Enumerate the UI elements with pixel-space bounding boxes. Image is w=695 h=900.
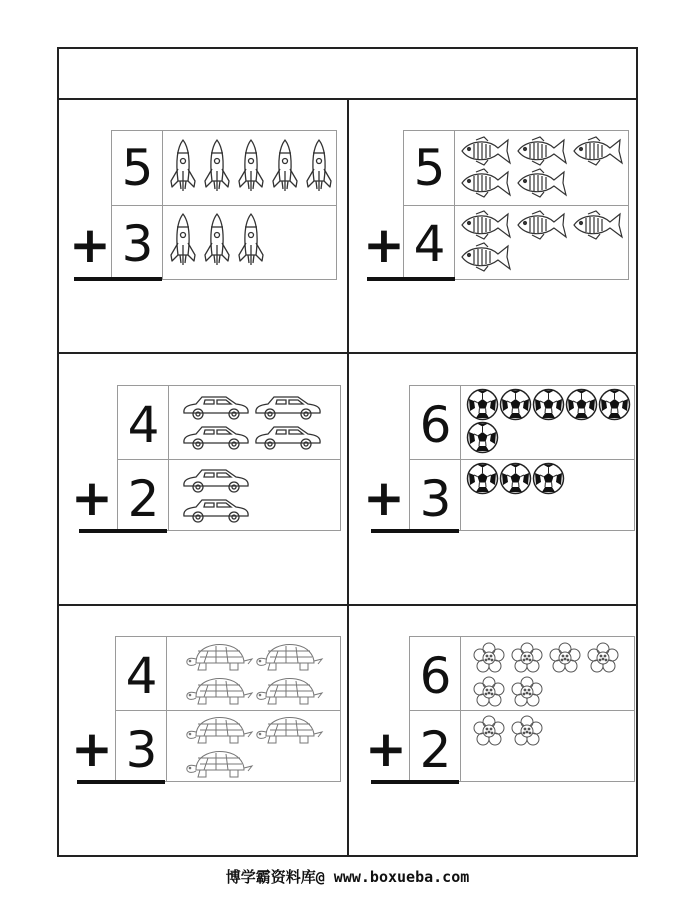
fish-icon — [514, 209, 570, 241]
top-addend: 4 — [127, 396, 160, 454]
turtle-icon — [184, 639, 254, 673]
flower-icon — [546, 641, 584, 675]
fish-icon — [570, 135, 626, 167]
footer-watermark: 博学霸资料库@ www.boxueba.com — [225, 868, 470, 886]
turtle-icon — [254, 712, 324, 746]
title-row — [59, 49, 636, 100]
top-picture-group — [470, 641, 630, 709]
plus-sign: + — [365, 720, 407, 778]
problem-cell-6 — [349, 606, 637, 858]
bottom-addend: 3 — [121, 215, 154, 273]
soccer-ball-icon — [532, 388, 565, 421]
problem-box — [409, 385, 635, 531]
flower-icon — [508, 714, 546, 748]
flower-icon — [584, 641, 622, 675]
fish-icon — [458, 167, 514, 199]
turtle-icon — [184, 673, 254, 707]
plus-sign: + — [363, 469, 405, 527]
answer-line — [371, 529, 459, 533]
problem-box — [115, 636, 341, 782]
problem-box — [403, 130, 629, 280]
rocket-icon — [234, 211, 268, 269]
problem-cell-4 — [349, 354, 637, 606]
answer-line — [74, 277, 162, 281]
rocket-icon — [166, 137, 200, 195]
problem-box — [111, 130, 337, 280]
box-divider — [404, 205, 628, 206]
top-picture-group — [184, 639, 334, 707]
car-icon — [180, 465, 252, 495]
turtle-icon — [184, 712, 254, 746]
soccer-ball-icon — [499, 462, 532, 495]
top-addend: 5 — [121, 139, 154, 197]
box-divider — [112, 205, 336, 206]
fish-icon — [458, 135, 514, 167]
rocket-icon — [200, 137, 234, 195]
problem-box — [409, 636, 635, 782]
problem-cell-1 — [59, 100, 347, 352]
fish-icon — [570, 209, 626, 241]
fish-icon — [458, 209, 514, 241]
top-picture-group — [180, 392, 330, 452]
soccer-ball-icon — [499, 388, 532, 421]
bottom-picture-group — [466, 462, 636, 495]
car-icon — [252, 392, 324, 422]
bottom-addend: 3 — [419, 470, 452, 528]
bottom-picture-group — [184, 712, 334, 780]
rocket-icon — [234, 137, 268, 195]
plus-sign: + — [363, 216, 405, 274]
problem-cell-2 — [349, 100, 637, 352]
soccer-ball-icon — [598, 388, 631, 421]
turtle-icon — [254, 639, 324, 673]
bottom-picture-group — [458, 209, 628, 273]
flower-icon — [508, 641, 546, 675]
rocket-icon — [302, 137, 336, 195]
bottom-addend: 2 — [127, 470, 160, 528]
turtle-icon — [254, 673, 324, 707]
answer-line — [371, 780, 459, 784]
box-divider — [410, 710, 634, 711]
car-icon — [252, 422, 324, 452]
answer-line — [367, 277, 455, 281]
rocket-icon — [268, 137, 302, 195]
fish-icon — [514, 167, 570, 199]
bottom-picture-group — [180, 465, 260, 525]
problem-cell-5 — [59, 606, 347, 858]
soccer-ball-icon — [466, 388, 499, 421]
answer-line — [79, 529, 167, 533]
plus-sign: + — [71, 720, 113, 778]
top-addend: 6 — [419, 396, 452, 454]
top-picture-group — [466, 388, 636, 454]
worksheet — [57, 47, 638, 857]
soccer-ball-icon — [532, 462, 565, 495]
plus-sign: + — [71, 469, 113, 527]
top-addend: 4 — [125, 647, 158, 705]
flower-icon — [470, 641, 508, 675]
top-picture-group — [166, 137, 336, 195]
flower-icon — [470, 675, 508, 709]
soccer-ball-icon — [466, 421, 499, 454]
bottom-picture-group — [470, 714, 630, 748]
answer-line — [77, 780, 165, 784]
turtle-icon — [184, 746, 254, 780]
box-divider — [118, 459, 340, 460]
top-addend: 5 — [413, 139, 446, 197]
bottom-picture-group — [166, 211, 336, 269]
problem-box — [117, 385, 341, 531]
top-picture-group — [458, 135, 628, 199]
fish-icon — [514, 135, 570, 167]
plus-sign: + — [69, 216, 111, 274]
bottom-addend: 3 — [125, 721, 158, 779]
car-icon — [180, 392, 252, 422]
car-icon — [180, 422, 252, 452]
box-divider — [116, 710, 340, 711]
bottom-addend: 2 — [419, 721, 452, 779]
bottom-addend: 4 — [413, 215, 446, 273]
car-icon — [180, 495, 252, 525]
problem-cell-3 — [59, 354, 347, 606]
box-divider — [410, 459, 634, 460]
flower-icon — [470, 714, 508, 748]
rocket-icon — [200, 211, 234, 269]
fish-icon — [458, 241, 514, 273]
soccer-ball-icon — [565, 388, 598, 421]
rocket-icon — [166, 211, 200, 269]
flower-icon — [508, 675, 546, 709]
top-addend: 6 — [419, 647, 452, 705]
soccer-ball-icon — [466, 462, 499, 495]
